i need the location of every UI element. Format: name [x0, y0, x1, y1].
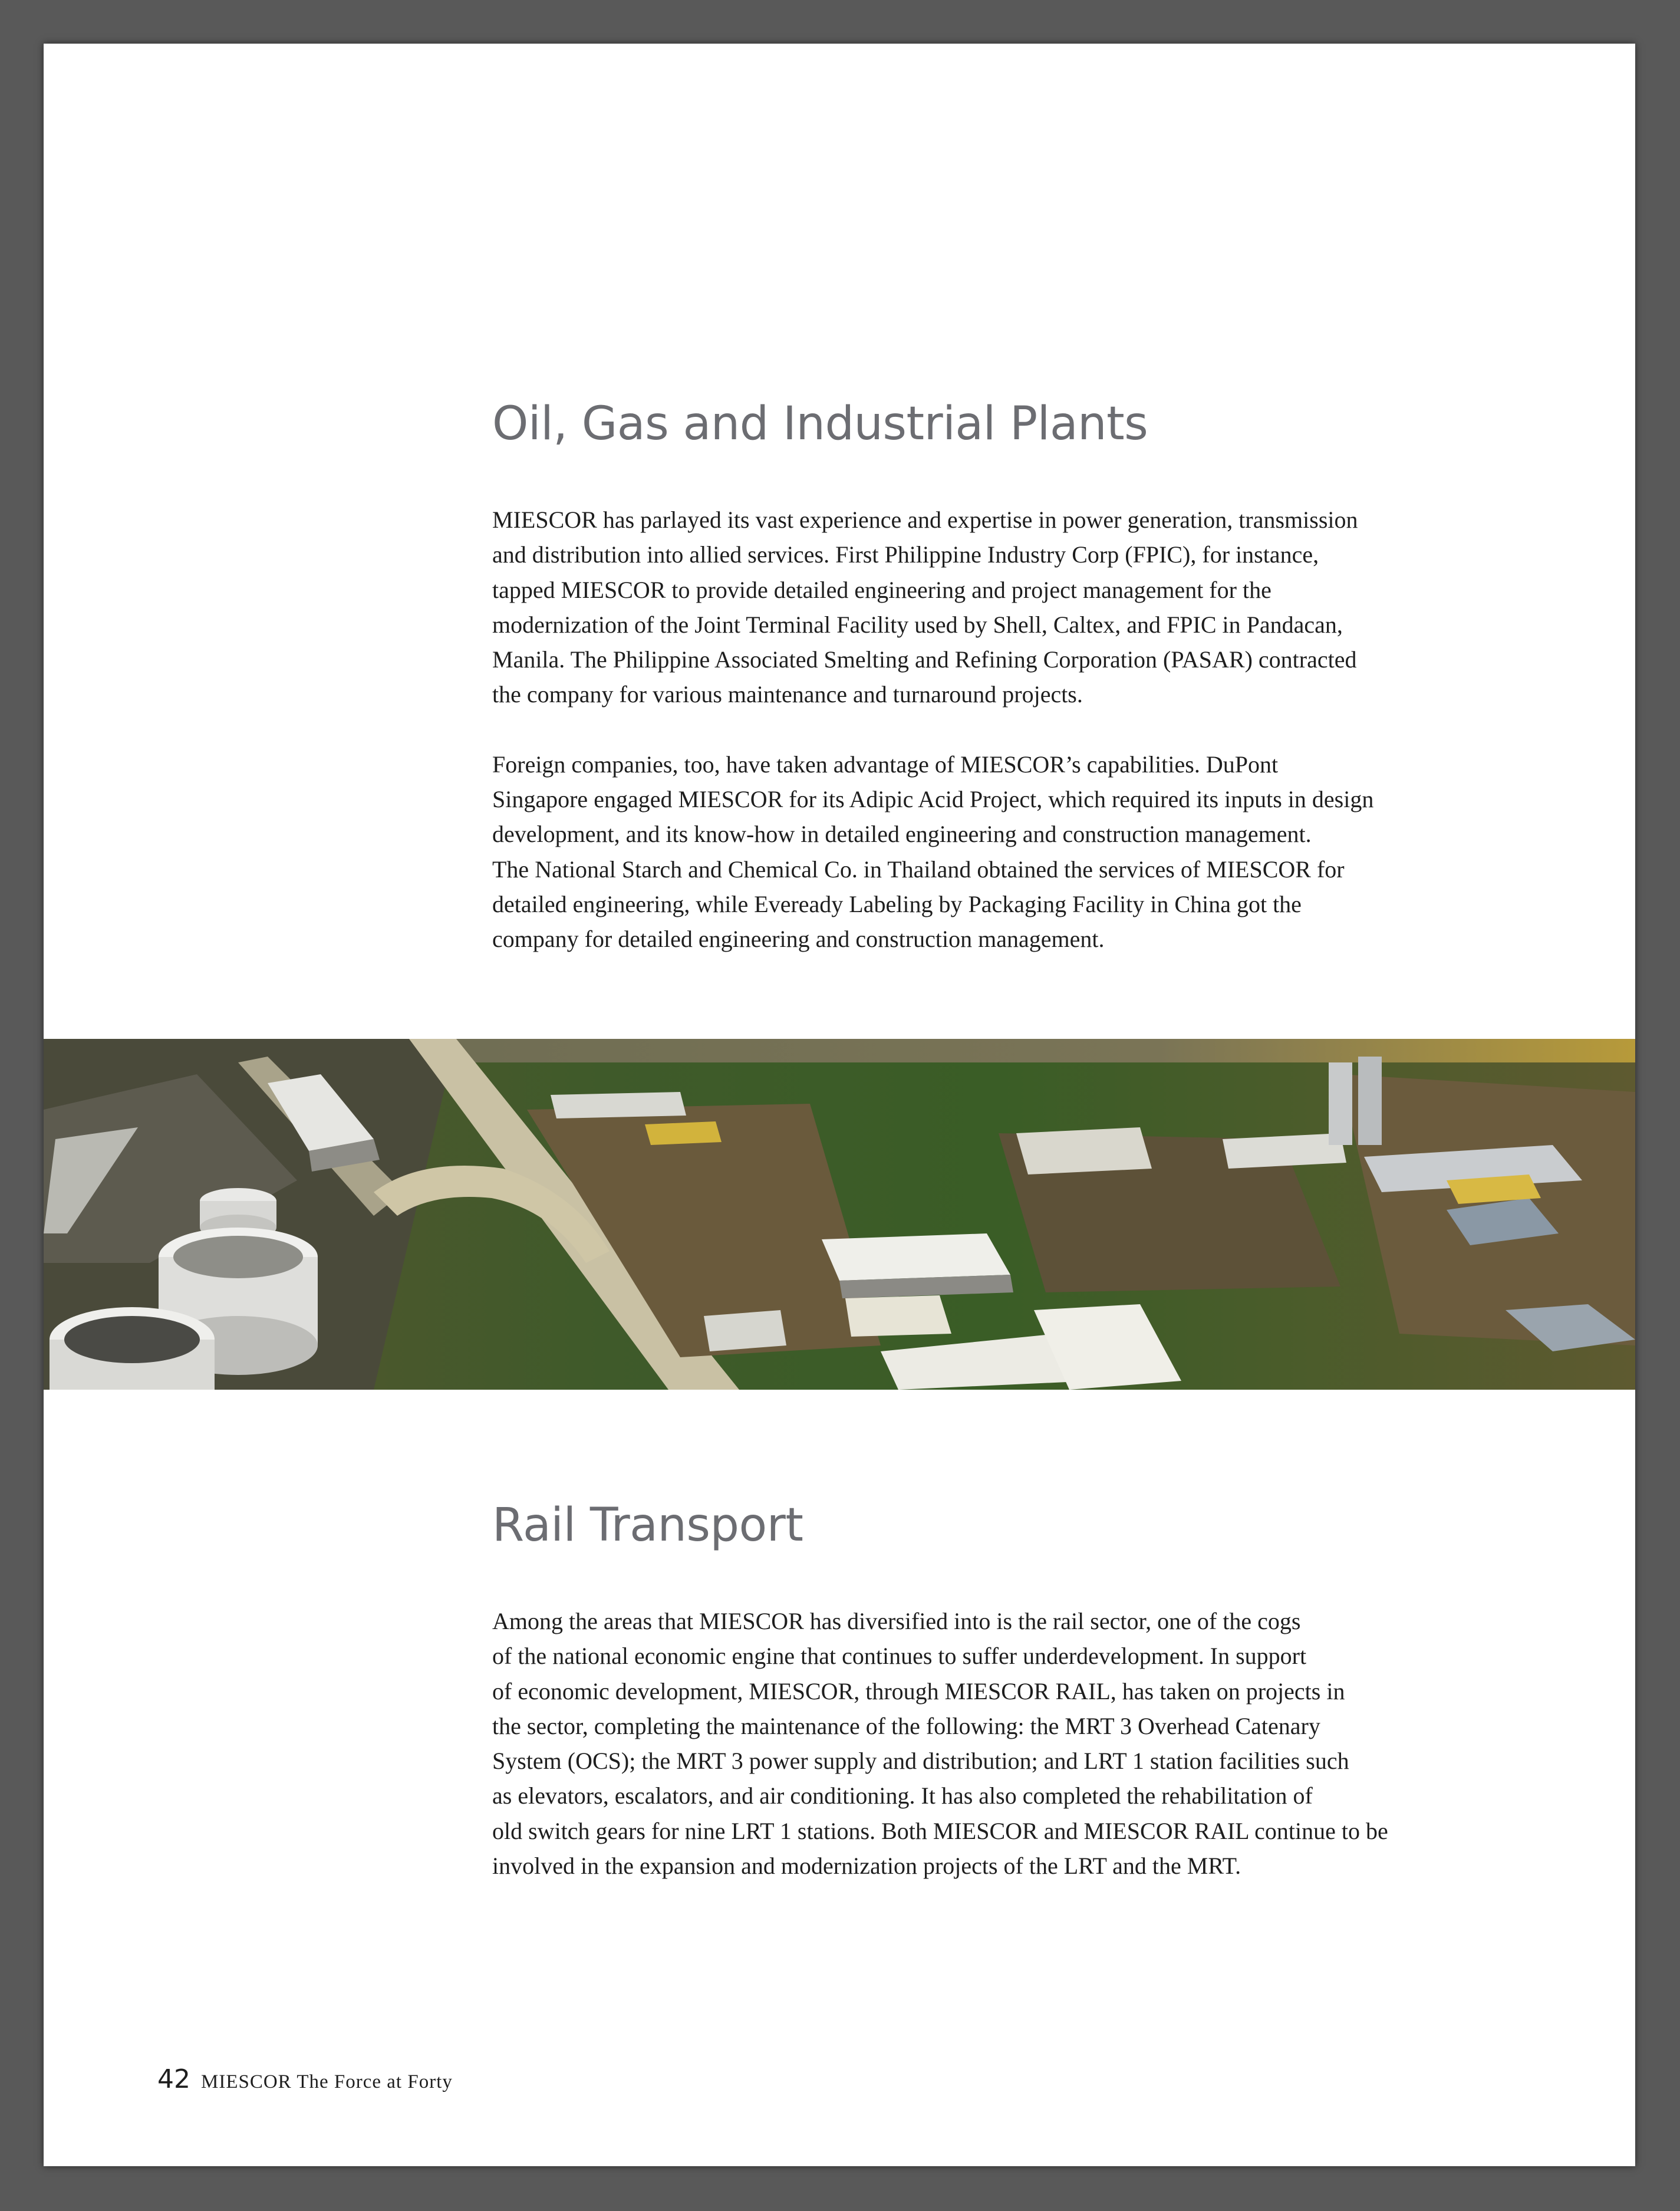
text-line: MIESCOR has parlayed its vast experience and expertise in power generation, transmission: [492, 506, 1358, 533]
section-body-oil-gas: [492, 502, 1506, 957]
page-footer: [157, 2064, 453, 2094]
section-oil-gas: [492, 397, 1506, 992]
text-line: Singapore engaged MIESCOR for its Adipic Acid Project, which required its inputs in design: [492, 786, 1374, 813]
page-number: 42: [157, 2064, 190, 2094]
text-line: the sector, completing the maintenance of the following: the MRT 3 Overhead Catenary: [492, 1712, 1320, 1739]
paragraph: [492, 747, 1506, 957]
text-line: Among the areas that MIESCOR has diversified into is the rail sector, one of the cogs: [492, 1608, 1301, 1634]
text-line: Foreign companies, too, have taken advantage of MIESCOR’s capabilities. DuPont: [492, 751, 1279, 778]
text-line: of economic development, MIESCOR, through MIESCOR RAIL, has taken on projects in: [492, 1677, 1345, 1705]
section-rail-transport: [492, 1499, 1506, 1918]
text-line: company for detailed engineering and construction management.: [492, 926, 1105, 953]
text-line: modernization of the Joint Terminal Facility used by Shell, Caltex, and FPIC in Pandacan,: [492, 611, 1343, 638]
text-line: System (OCS); the MRT 3 power supply and distribution; and LRT 1 station facilities such: [492, 1748, 1349, 1775]
section-body-rail-transport: [492, 1604, 1506, 1883]
paragraph: [492, 502, 1506, 712]
text-line: involved in the expansion and modernization projects of the LRT and the MRT.: [492, 1853, 1241, 1880]
document-page: [44, 44, 1635, 2166]
section-heading-rail-transport: Rail Transport: [492, 1499, 803, 1552]
publication-title: MIESCOR The Force at Forty: [201, 2071, 453, 2092]
text-line: old switch gears for nine LRT 1 stations. Both MIESCOR and MIESCOR RAIL continue to be: [492, 1817, 1388, 1844]
text-line: and distribution into allied services. First Philippine Industry Corp (FPIC), for instance,: [492, 541, 1319, 568]
text-line: of the national economic engine that continues to suffer underdevelopment. In support: [492, 1643, 1307, 1670]
paragraph: [492, 1604, 1506, 1883]
text-line: Manila. The Philippine Associated Smelting and Refining Corporation (PASAR) contracted: [492, 646, 1357, 673]
text-line: tapped MIESCOR to provide detailed engineering and project management for the: [492, 576, 1271, 603]
text-line: detailed engineering, while Eveready Labeling by Packaging Facility in China got the: [492, 890, 1302, 917]
text-line: as elevators, escalators, and air conditioning. It has also completed the rehabilitation of: [492, 1782, 1313, 1809]
text-line: The National Starch and Chemical Co. in Thailand obtained the services of MIESCOR for: [492, 856, 1345, 883]
aerial-industrial-photo: [44, 1039, 1635, 1390]
section-heading-oil-gas: Oil, Gas and Industrial Plants: [492, 397, 1148, 450]
text-line: development, and its know-how in detailed engineering and construction management.: [492, 821, 1312, 848]
text-line: the company for various maintenance and turnaround projects.: [492, 681, 1083, 708]
